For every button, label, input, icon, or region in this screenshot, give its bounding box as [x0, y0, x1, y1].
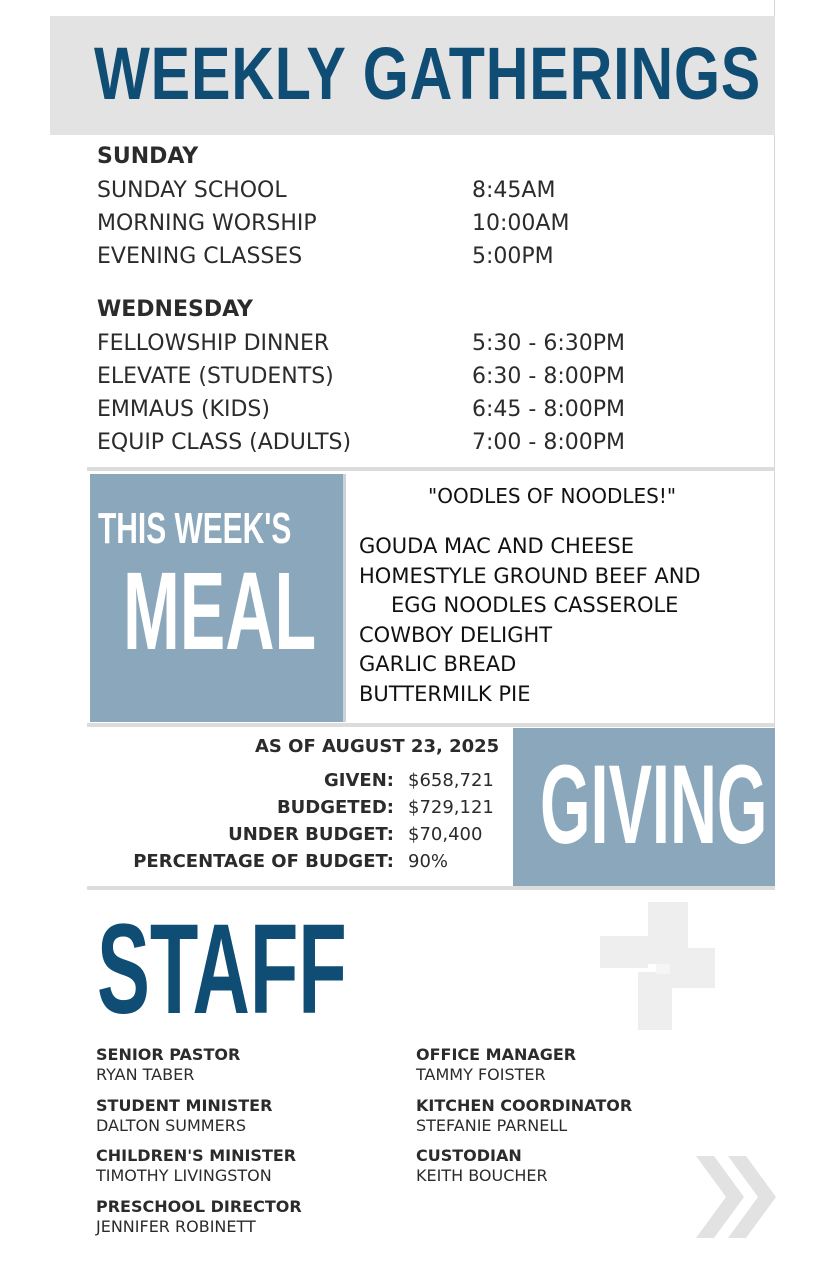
- meal-heading-panel: [90, 474, 343, 722]
- meal-item: BUTTERMILK PIE: [359, 681, 531, 706]
- giving-row: [133, 821, 500, 848]
- giving-table: [133, 767, 500, 875]
- meal-panel-divider: [343, 474, 346, 722]
- staff-role: STUDENT MINISTER: [96, 1095, 273, 1115]
- section-divider: [87, 886, 775, 890]
- giving-value: $658,721: [408, 770, 494, 791]
- giving-row: [133, 794, 500, 821]
- event-name: SUNDAY SCHOOL: [97, 178, 287, 203]
- meal-heading-top: THIS WEEK'S: [98, 504, 292, 553]
- giving-heading: GIVING: [540, 742, 768, 867]
- schedule-row: [97, 393, 625, 426]
- staff-entry: [96, 1045, 302, 1096]
- staff-name: STEFANIE PARNELL: [416, 1115, 568, 1135]
- staff-role: KITCHEN COORDINATOR: [416, 1095, 633, 1115]
- staff-entry: [416, 1096, 632, 1147]
- staff-list-left: [96, 1045, 302, 1247]
- event-name: ELEVATE (STUDENTS): [97, 364, 334, 389]
- giving-heading-panel: [513, 728, 775, 886]
- staff-entry: [96, 1146, 302, 1197]
- event-time: 6:45 - 8:00PM: [472, 397, 625, 422]
- staff-entry: [416, 1146, 632, 1197]
- staff-role: PRESCHOOL DIRECTOR: [96, 1196, 302, 1216]
- staff-name: DALTON SUMMERS: [96, 1115, 246, 1135]
- event-time: 7:00 - 8:00PM: [472, 430, 625, 455]
- event-time: 5:30 - 6:30PM: [472, 331, 625, 356]
- giving-value: 90%: [408, 851, 449, 872]
- schedule-row: [97, 360, 625, 393]
- giving-label: UNDER BUDGET:: [228, 824, 394, 845]
- event-time: 5:00PM: [472, 244, 554, 269]
- staff-list-right: [416, 1045, 632, 1197]
- giving-label: PERCENTAGE OF BUDGET:: [133, 851, 394, 872]
- meal-menu-list: [359, 532, 701, 709]
- staff-name: KEITH BOUCHER: [416, 1166, 548, 1185]
- staff-entry: [96, 1096, 302, 1147]
- double-chevron-right-icon: [696, 1152, 776, 1242]
- staff-entry: [96, 1197, 302, 1248]
- day-heading: WEDNESDAY: [97, 297, 253, 322]
- staff-role: CUSTODIAN: [416, 1146, 522, 1165]
- giving-value: $729,121: [408, 797, 494, 818]
- schedule-row: [97, 240, 569, 273]
- event-name: EQUIP CLASS (ADULTS): [97, 430, 352, 455]
- event-time: 8:45AM: [472, 178, 556, 203]
- meal-item: HOMESTYLE GROUND BEEF AND: [359, 563, 701, 588]
- meal-item: GARLIC BREAD: [359, 652, 517, 676]
- staff-name: RYAN TABER: [96, 1065, 195, 1084]
- schedule-row: [97, 174, 569, 207]
- giving-value: $70,400: [408, 824, 483, 845]
- day-heading: SUNDAY: [97, 144, 199, 169]
- section-divider: [87, 467, 775, 471]
- meal-item: GOUDA MAC AND CHEESE: [359, 534, 634, 558]
- sunday-schedule: [97, 140, 569, 273]
- staff-role: OFFICE MANAGER: [416, 1045, 577, 1064]
- staff-name: TIMOTHY LIVINGSTON: [96, 1166, 272, 1185]
- event-name: FELLOWSHIP DINNER: [97, 331, 330, 356]
- event-time: 6:30 - 8:00PM: [472, 364, 625, 389]
- wednesday-schedule: [97, 293, 625, 459]
- meal-item: COWBOY DELIGHT: [359, 622, 553, 647]
- meal-title: "OODLES OF NOODLES!": [428, 484, 677, 508]
- cross-logo-icon: [600, 902, 715, 1030]
- page-title: WEEKLY GATHERINGS: [94, 32, 762, 115]
- giving-row: [133, 848, 500, 875]
- event-time: 10:00AM: [472, 211, 570, 236]
- staff-role: SENIOR PASTOR: [96, 1045, 241, 1064]
- staff-entry: [416, 1045, 632, 1096]
- event-name: EVENING CLASSES: [97, 244, 303, 269]
- schedule-row: [97, 207, 569, 240]
- giving-as-of-date: AS OF AUGUST 23, 2025: [255, 736, 500, 757]
- event-name: EMMAUS (KIDS): [97, 397, 270, 422]
- weekly-gatherings-header: [50, 16, 775, 135]
- section-divider: [87, 723, 775, 727]
- schedule-row: [97, 426, 625, 459]
- meal-heading-main: MEAL: [123, 550, 317, 673]
- event-name: MORNING WORSHIP: [97, 211, 317, 236]
- giving-row: [133, 767, 500, 794]
- staff-name: TAMMY FOISTER: [416, 1065, 546, 1084]
- staff-name: JENNIFER ROBINETT: [96, 1216, 256, 1236]
- giving-label: BUDGETED:: [276, 797, 394, 818]
- giving-label: GIVEN:: [324, 770, 394, 791]
- staff-heading: STAFF: [97, 898, 347, 1041]
- schedule-row: [97, 327, 625, 360]
- meal-item: EGG NOODLES CASSEROLE: [391, 593, 679, 617]
- staff-role: CHILDREN'S MINISTER: [96, 1146, 297, 1165]
